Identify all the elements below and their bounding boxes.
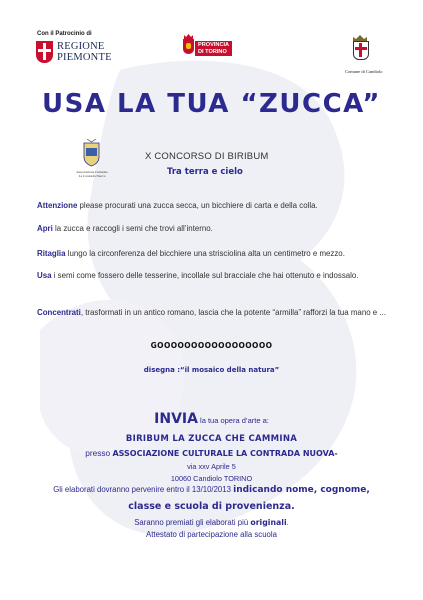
draw-theme: disegna :“il mosaico della natura”: [143, 366, 280, 374]
provincia-logo-text: [195, 41, 232, 56]
patrocinio-label: Con il Patrocinio di: [37, 31, 92, 37]
association-logo-line1: Associazione Culturale: [76, 170, 108, 174]
instruction-text: i semi come fossero delle tesserine, incollale sul bracciale che hai ottenuto e indossalo.: [51, 271, 359, 280]
instruction-paragraph: [37, 248, 391, 260]
send-word: INVIA: [154, 411, 198, 427]
certificate-text: Attestato di partecipazione alla scuola: [146, 530, 277, 539]
presso-prefix: presso: [85, 448, 113, 458]
instruction-keyword: Attenzione: [37, 201, 78, 210]
regione-logo-line1: REGIONE: [57, 41, 105, 52]
instruction-paragraph: [37, 307, 391, 319]
prize-text: [0, 518, 423, 527]
address-city: 10060 Candiolo TORINO: [170, 474, 253, 483]
deadline-text: [0, 485, 423, 495]
instruction-paragraph: [37, 223, 391, 235]
prize-suffix: .: [286, 518, 289, 527]
comune-logo-text: Comune di Candiolo: [345, 69, 383, 74]
regione-logo-text: [57, 41, 112, 63]
instruction-keyword: Ritaglia: [37, 249, 66, 258]
recipient-association: [0, 448, 423, 458]
provincia-shield-icon: [183, 39, 194, 54]
provincia-logo-line2: DI TORINO: [198, 48, 227, 55]
instruction-text: please procurati una zucca secca, un bicchiere di carta e della colla.: [77, 201, 318, 210]
school-requirement: classe e scuola di provenienza.: [128, 501, 295, 512]
association-logo-text: [69, 170, 115, 178]
poster-title: USA LA TUA “ZUCCA”: [41, 89, 381, 119]
instruction-paragraph: [37, 270, 391, 282]
association-logo: [69, 133, 115, 189]
association-emblem-icon: [83, 139, 100, 167]
contest-title: X CONCORSO DI BIRIBUM: [145, 151, 269, 162]
instruction-paragraph: [37, 200, 391, 212]
instruction-text: , trasformati in un antico romano, lascia che la potente “armilla” rafforzi la tua mano e ...: [80, 308, 386, 317]
provincia-torino-logo: [183, 34, 241, 68]
instruction-text: lungo la circonferenza del bicchiere una strisciolina alta un centimetro e mezzo.: [65, 249, 345, 258]
regione-shield-icon: [36, 41, 53, 63]
regione-logo-line2: PIEMONTE: [57, 52, 112, 63]
instruction-keyword: Apri: [37, 224, 53, 233]
instruction-keyword: Concentrati: [37, 308, 81, 317]
deadline-prefix: Gli elaborati dovranno pervenire entro il 13/10/2013: [53, 485, 234, 494]
instruction-keyword: Usa: [37, 271, 52, 280]
send-heading: [0, 411, 423, 427]
contest-subtitle: Tra terra e cielo: [167, 167, 243, 177]
address-street: via xxv Aprile 5: [187, 462, 236, 471]
comune-candiolo-logo: [345, 35, 391, 79]
deadline-bold: indicando nome, cognome,: [233, 485, 370, 495]
prize-prefix: Saranno premiati gli elaborati più: [134, 518, 251, 527]
prize-bold: originali: [250, 518, 287, 527]
send-rest: la tua opera d’arte a:: [197, 416, 269, 425]
recipient-title: BIRIBUM LA ZUCCA CHE CAMMINA: [125, 434, 298, 444]
provincia-logo-line1: PROVINCIA: [198, 42, 230, 48]
association-name: ASSOCIAZIONE CULTURALE LA CONTRADA NUOVA-: [112, 449, 338, 458]
regione-piemonte-logo: [36, 41, 122, 65]
instruction-text: la zucca e raccogli i semi che trovi all’interno.: [52, 224, 213, 233]
goo-shout: GOOOOOOOOOOOOOOOOO: [150, 341, 273, 350]
association-logo-line2: La Contrada Nuova: [78, 174, 106, 178]
comune-shield-icon: [353, 41, 369, 60]
